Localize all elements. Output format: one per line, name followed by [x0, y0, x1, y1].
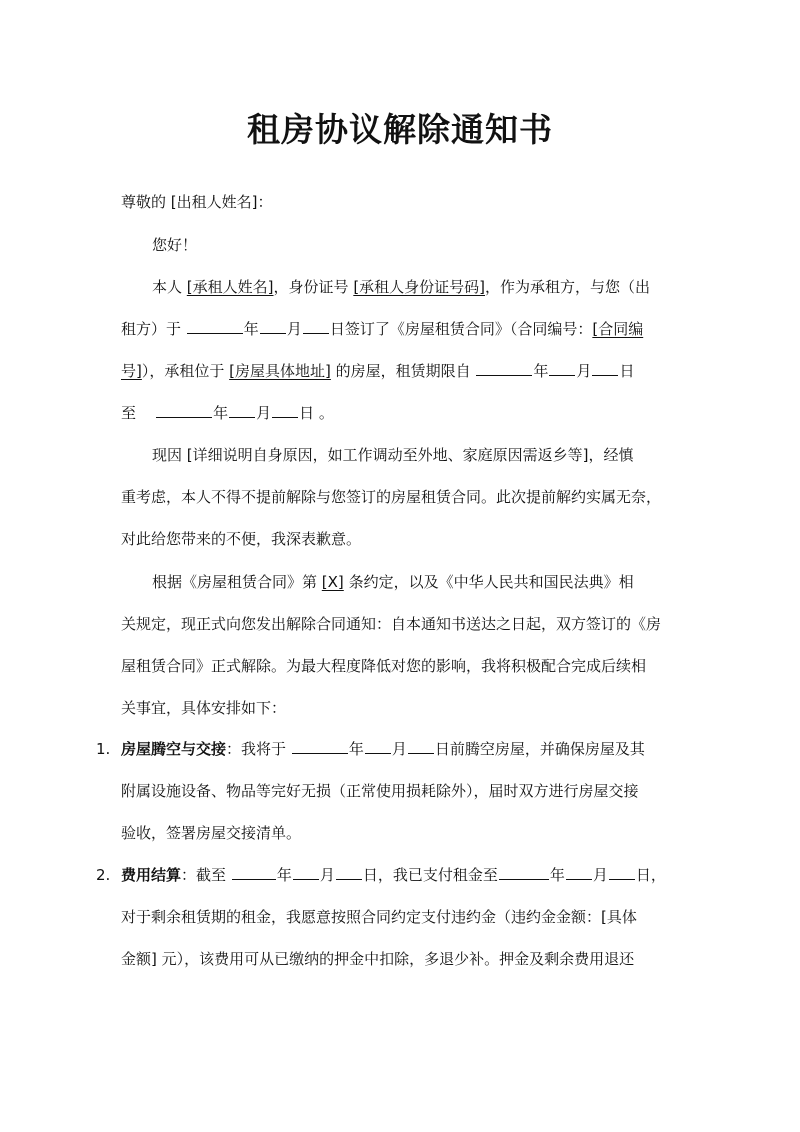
- month-blank: [549, 361, 575, 376]
- item1-heading: 房屋腾空与交接: [121, 740, 227, 758]
- text: 本人: [152, 278, 183, 296]
- text: 租方）于: [121, 320, 182, 338]
- text: 月: [286, 320, 302, 338]
- text: 日前腾空房屋，并确保房屋及其: [434, 740, 645, 758]
- para2-line1: 现因 [详细说明自身原因，如工作调动至外地、家庭原因需返乡等]，经慎: [152, 446, 634, 464]
- item2-heading: 费用结算: [121, 866, 182, 884]
- month-blank: [293, 865, 319, 880]
- item1-line3: 验收，签署房屋交接清单。: [121, 824, 302, 842]
- text: 日: [635, 866, 651, 884]
- text: 月: [592, 866, 608, 884]
- tenant-id-field: [承租人身份证号码]: [353, 278, 486, 296]
- clause-field: [X]: [321, 573, 344, 591]
- text: ，作为承租方，与您（出: [485, 278, 651, 296]
- day-blank: [336, 865, 362, 880]
- month-blank: [566, 865, 592, 880]
- year-blank: [156, 403, 212, 418]
- text: 月: [391, 740, 407, 758]
- hello-line: 您好！: [152, 236, 198, 254]
- year-blank: [187, 319, 243, 334]
- item1-line2: 附属设施设备、物品等完好无损（正常使用损耗除外），届时双方进行房屋交接: [121, 782, 639, 800]
- text: 月: [319, 866, 335, 884]
- greeting: 尊敬的 [出租人姓名]：: [121, 193, 273, 211]
- text: 日 。: [299, 404, 334, 422]
- item1-line1: [121, 739, 645, 759]
- text: 日，我已支付租金至: [362, 866, 498, 884]
- text: ，身份证号: [273, 278, 349, 296]
- address-field: [房屋具体地址]: [229, 362, 331, 380]
- item2-line2: 对于剩余租赁期的租金，我愿意按照合同约定支付违约金（违约金金额：[具体: [121, 908, 637, 926]
- para3-line1: [152, 572, 634, 592]
- item2-line3: 金额] 元），该费用可从已缴纳的押金中扣除，多退少补。押金及剩余费用退还: [121, 950, 635, 968]
- text: 年: [276, 866, 292, 884]
- text: 年: [348, 740, 364, 758]
- year-blank: [476, 361, 532, 376]
- month-blank: [260, 319, 286, 334]
- text: 年: [533, 362, 549, 380]
- para3-line2: 关规定，现正式向您发出解除合同通知：自本通知书送达之日起，双方签订的《房: [121, 615, 662, 633]
- text: ：我将于: [226, 740, 287, 758]
- day-blank: [592, 361, 618, 376]
- tenant-name-field: [承租人姓名]: [186, 278, 274, 296]
- text: 年: [549, 866, 565, 884]
- text: 月: [256, 404, 272, 422]
- text: 至: [121, 404, 137, 422]
- month-blank: [365, 739, 391, 754]
- para1-line1: [152, 277, 650, 297]
- para1-line2: [121, 319, 643, 339]
- para1-line4: [121, 403, 334, 423]
- day-blank: [303, 319, 329, 334]
- contract-no-field: 号]: [121, 362, 142, 380]
- text: ），承租位于: [141, 362, 225, 380]
- para1-line3: [121, 361, 635, 381]
- text: 日: [619, 362, 635, 380]
- text: ：截至: [181, 866, 227, 884]
- list-number: 1.: [96, 740, 111, 758]
- para3-line4: 关事宜，具体安排如下：: [121, 699, 287, 717]
- para2-line3: 对此给您带来的不便，我深表歉意。: [121, 530, 362, 548]
- day-blank: [408, 739, 434, 754]
- text: 年: [243, 320, 259, 338]
- day-blank: [272, 403, 298, 418]
- list-number: 2.: [96, 866, 111, 884]
- day-blank: [609, 865, 635, 880]
- text: 月: [576, 362, 592, 380]
- contract-no-field: [合同编: [592, 320, 644, 338]
- text: 年: [213, 404, 229, 422]
- text: 根据《房屋租赁合同》第: [152, 573, 318, 591]
- year-blank: [499, 865, 549, 880]
- para2-line2: 重考虑，本人不得不提前解除与您签订的房屋租赁合同。此次提前解约实属无奈，: [121, 488, 662, 506]
- month-blank: [229, 403, 255, 418]
- para3-line3: 屋租赁合同》正式解除。为最大程度降低对您的影响，我将积极配合完成后续相: [121, 657, 647, 675]
- year-blank: [292, 739, 348, 754]
- text: 的房屋，租赁期限自: [335, 362, 471, 380]
- text: 日签订了《房屋租赁合同》（合同编号：: [329, 320, 593, 338]
- document-title: 租房协议解除通知书: [247, 110, 553, 149]
- text: 条约定，以及《中华人民共和国民法典》相: [348, 573, 634, 591]
- item2-line1: 费用结算：截至 年 月 日，我已支付租金至 年 月 日，: [121, 866, 666, 884]
- year-blank: [232, 865, 276, 880]
